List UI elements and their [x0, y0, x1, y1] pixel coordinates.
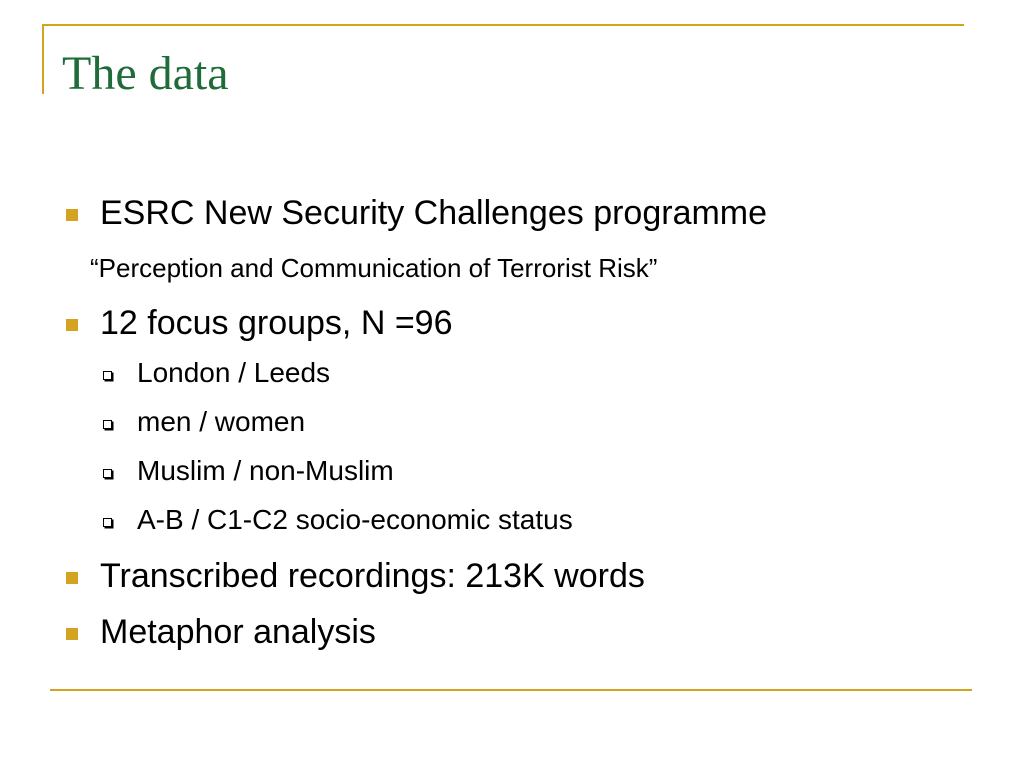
- hollow-square-bullet-icon: [103, 518, 112, 527]
- footer-line: [50, 689, 972, 691]
- square-bullet-icon: [66, 319, 78, 331]
- slide-title: The data: [62, 47, 229, 100]
- sub-bullet-text: men / women: [137, 406, 306, 437]
- bullet-text: 12 focus groups, N =96: [100, 304, 453, 342]
- hollow-square-bullet-icon: [103, 371, 112, 380]
- bullet-text: ESRC New Security Challenges programme: [100, 194, 768, 232]
- hollow-square-bullet-icon: [103, 469, 112, 478]
- square-bullet-icon: [66, 209, 78, 221]
- bullet-subtext-project-title: “Perception and Communication of Terrorist Risk”: [90, 253, 658, 283]
- title-frame-left-line: [42, 24, 44, 94]
- title-frame-top-line: [42, 24, 964, 26]
- bullet-text: Metaphor analysis: [100, 613, 376, 651]
- square-bullet-icon: [66, 628, 78, 640]
- square-bullet-icon: [66, 572, 78, 584]
- sub-bullet-text: A-B / C1-C2 socio-economic status: [137, 504, 573, 535]
- bullet-text: Transcribed recordings: 213K words: [100, 557, 645, 595]
- sub-bullet-text: London / Leeds: [137, 357, 331, 388]
- hollow-square-bullet-icon: [103, 420, 112, 429]
- sub-bullet-text: Muslim / non-Muslim: [137, 455, 394, 486]
